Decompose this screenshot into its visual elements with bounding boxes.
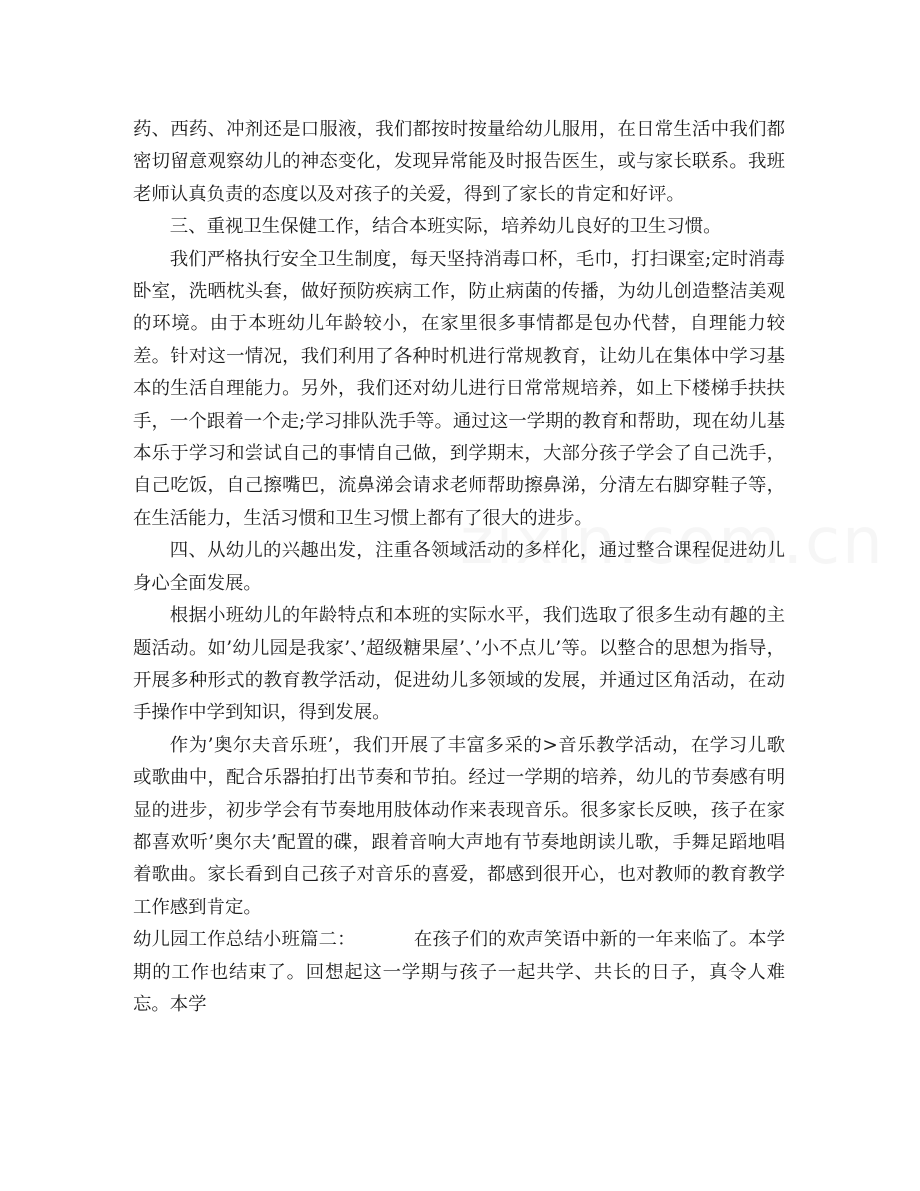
section-text: 在孩子们的欢声笑语中新的一年来临了。本学期的工作也结束了。回想起这一学期与孩子一起共学、共长的日子，真令人难忘。本学: [133, 929, 785, 1015]
paragraph-1: 药、西药、冲剂还是口服液，我们都按时按量给幼儿服用，在日常生活中我们都密切留意观察幼儿的神态变化，发现异常能及时报告医生，或与家长联系。我班老师认真负责的态度以及对孩子的关爱，得到了家长的肯定和好评。: [133, 119, 785, 205]
paragraph-6: 作为’奥尔夫音乐班’，我们开展了丰富多采的>音乐教学活动，在学习儿歌或歌曲中，配合乐器拍打出节奏和节拍。经过一学期的培养，幼儿的节奏感有明显的进步，初步学会有节奏地用肢体动作来表现音乐。很多家长反映，孩子在家都喜欢听’奥尔夫’配置的碟，跟着音响大声地有节奏地朗读儿歌，手舞足蹈地唱着歌曲。家长看到自己孩子对音乐的喜爱，都感到很开心，也对教师的教育教学工作感到肯定。: [133, 734, 785, 918]
document-body: [133, 114, 785, 1021]
section-heading: 幼儿园工作总结小班篇二：: [133, 929, 356, 951]
paragraph-3: 我们严格执行安全卫生制度，每天坚持消毒口杯，毛巾，打扫课室;定时消毒卧室，洗晒枕头套，做好预防疾病工作，防止病菌的传播，为幼儿创造整洁美观的环境。由于本班幼儿年龄较小，在家里很多事情都是包办代替，自理能力较差。针对这一情况，我们利用了各种时机进行常规教育，让幼儿在集体中学习基本的生活自理能力。另外，我们还对幼儿进行日常常规培养，如上下楼梯手扶扶手，一个跟着一个走;学习排队洗手等。通过这一学期的教育和帮助，现在幼儿基本乐于学习和尝试自己的事情自己做，到学期末，大部分孩子学会了自己洗手，自己吃饭，自己擦嘴巴，流鼻涕会请求老师帮助擦鼻涕，分清左右脚穿鞋子等，在生活能力，生活习惯和卫生习惯上都有了很大的进步。: [133, 248, 785, 529]
section-two-paragraph: [133, 924, 785, 1021]
paragraph-4-heading-four: 四、从幼儿的兴趣出发，注重各领域活动的多样化，通过整合课程促进幼儿身心全面发展。: [133, 540, 785, 594]
paragraph-5: 根据小班幼儿的年龄特点和本班的实际水平，我们选取了很多生动有趣的主题活动。如’幼儿园是我家’、’超级糖果屋’、’小不点儿’等。以整合的思想为指导，开展多种形式的教育教学活动，促进幼儿多领域的发展，并通过区角活动，在动手操作中学到知识，得到发展。: [133, 605, 785, 724]
paragraph-2-heading-three: 三、重视卫生保健工作，结合本班实际，培养幼儿良好的卫生习惯。: [169, 216, 722, 238]
